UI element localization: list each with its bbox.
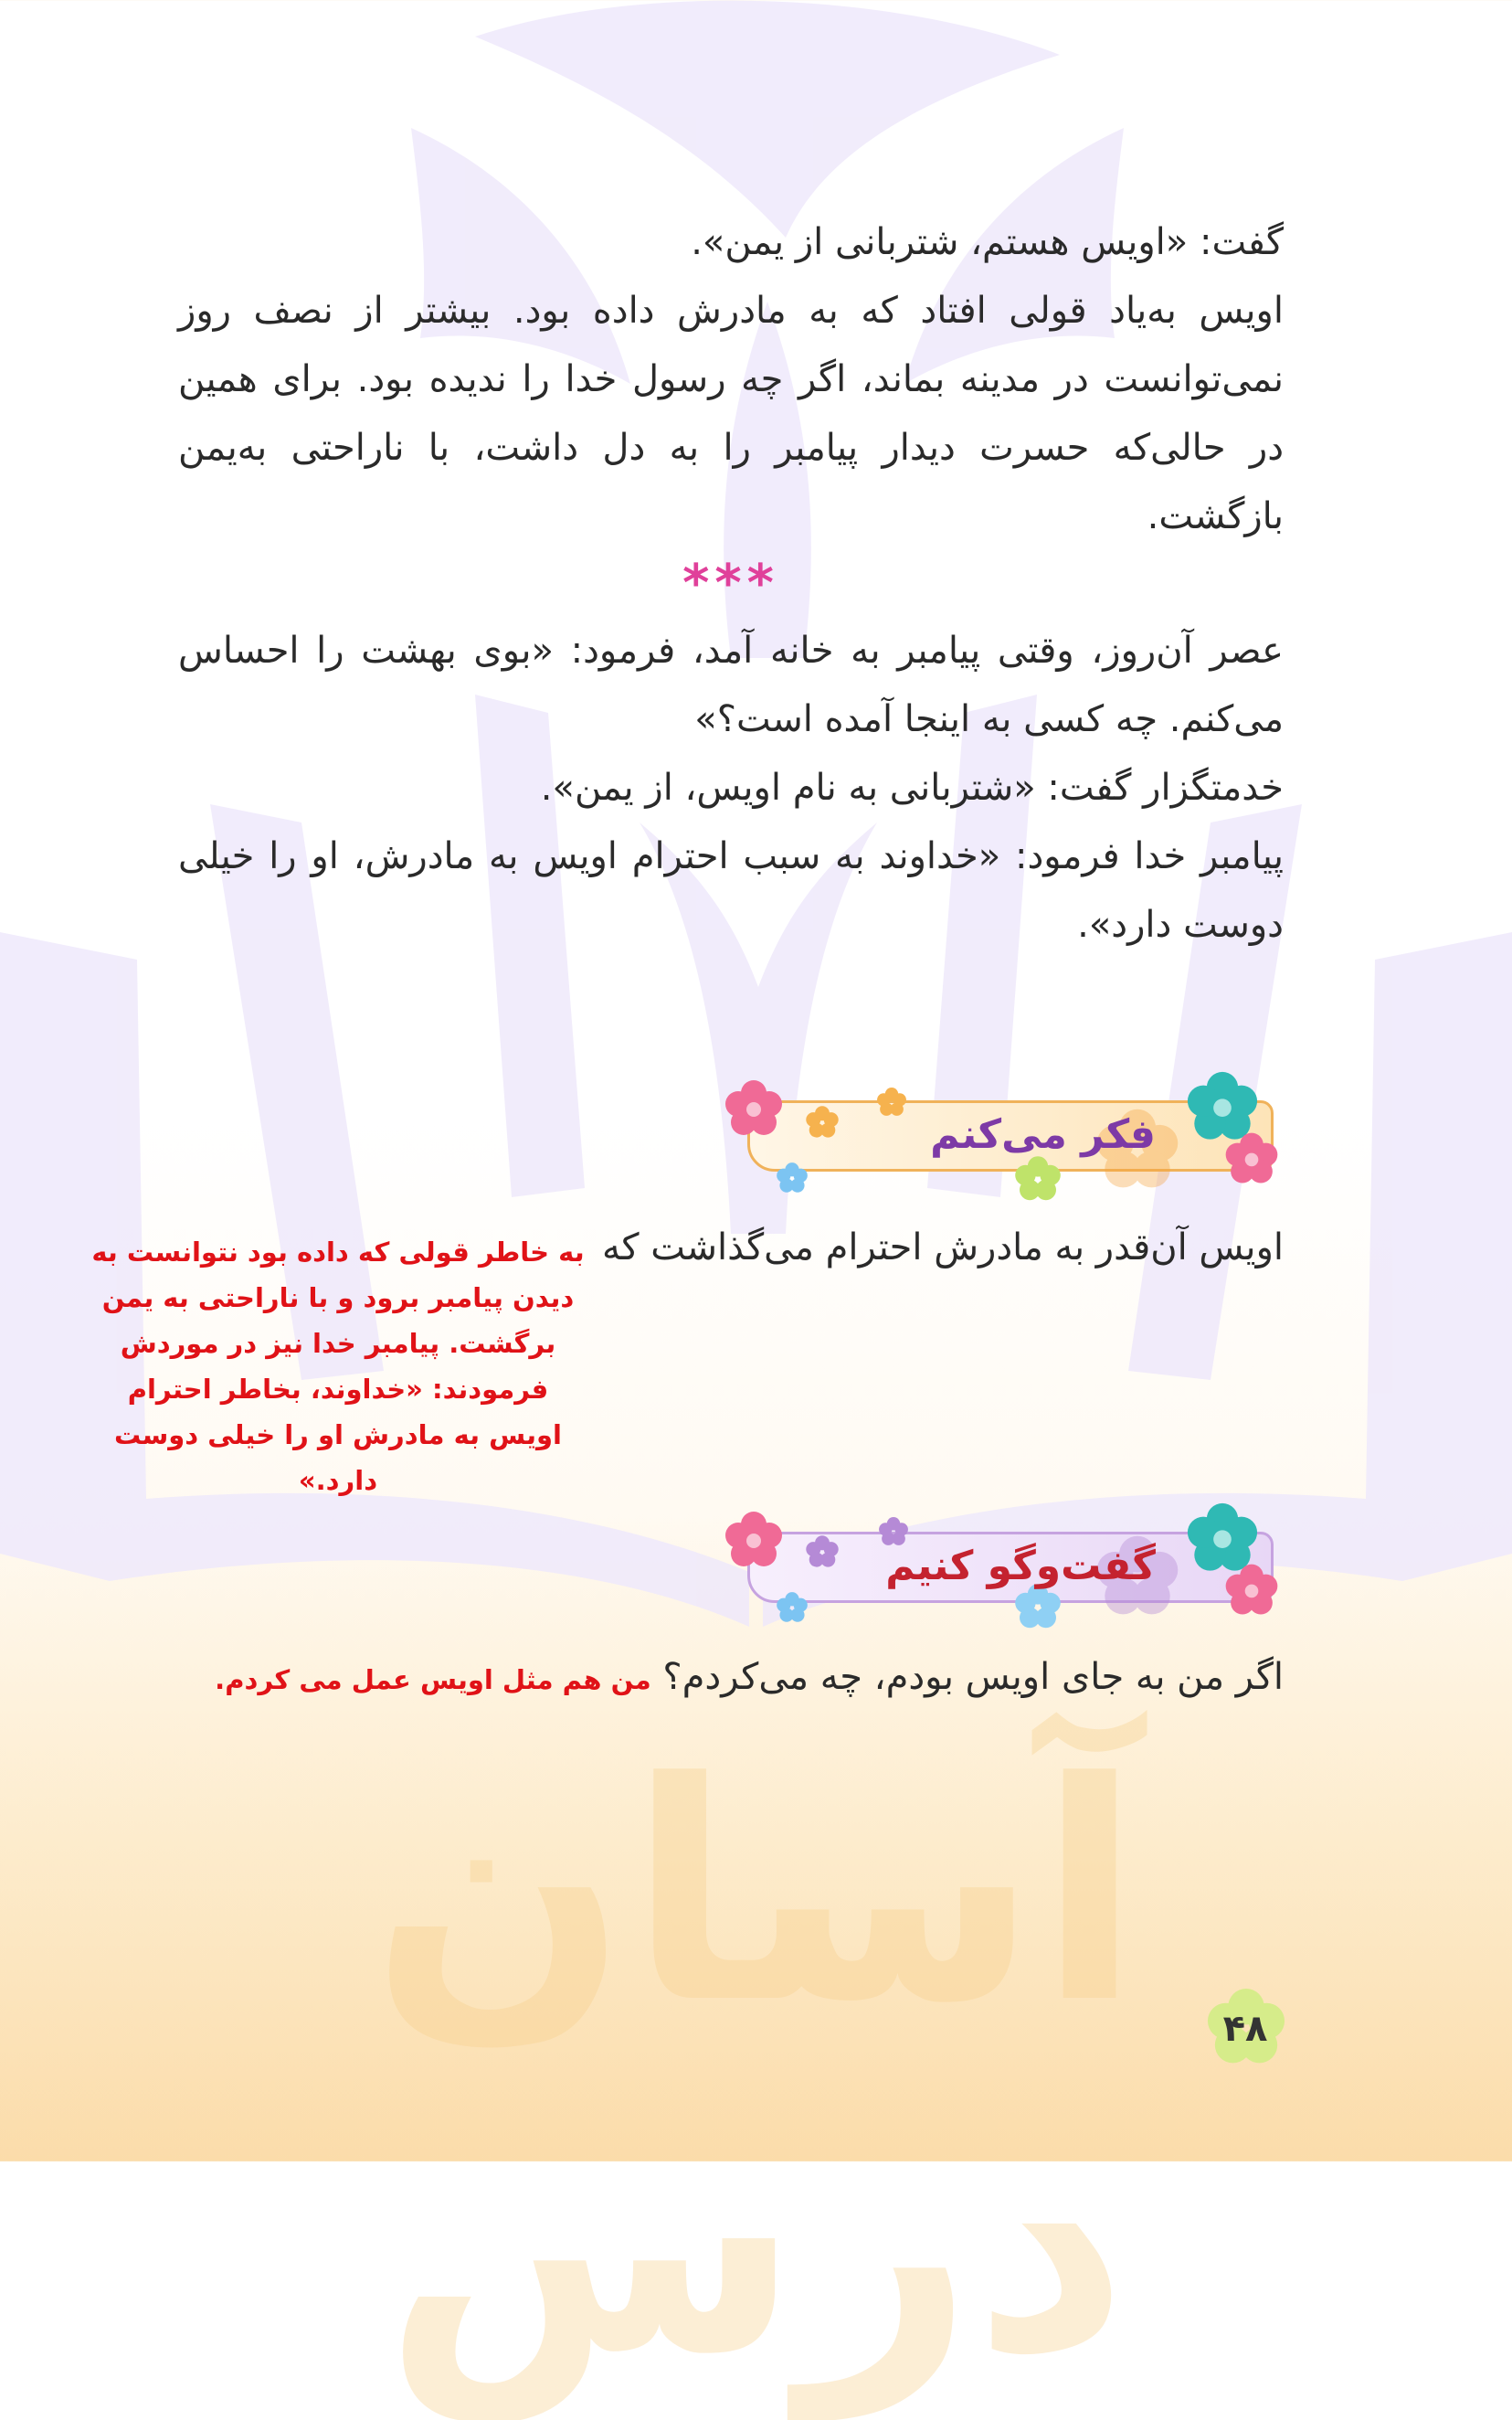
story-paragraph: خدمتگزار گفت: «شتربانی به نام اویس، از یمن». bbox=[540, 767, 1284, 809]
watermark-text: آسان درس bbox=[370, 1718, 1142, 2420]
flower-icon bbox=[722, 1077, 786, 1141]
story-paragraph: اویس به‌یاد قولی افتاد که به مادرش داده بود. بیشتر از نصف روز نمی‌توانست در مدینه بماند، اگر چه رسول خدا را ندیده بود. برای همین در حالی‌که حسرت دیدار پیامبر را به دل داشت، با ناراحتی به‌یمن بازگشت. bbox=[178, 290, 1284, 537]
flower-icon bbox=[1222, 1130, 1281, 1188]
page-number: ۴۸ bbox=[1222, 2008, 1268, 2050]
talk-question: اگر من به جای اویس بودم، چه می‌کردم؟ bbox=[662, 1656, 1284, 1698]
talk-section-title: گفت‌وگو کنیم bbox=[885, 1543, 1156, 1589]
think-section-title: فکر می‌کنم bbox=[930, 1111, 1156, 1158]
think-section-banner bbox=[722, 1077, 1270, 1195]
story-paragraph: عصر آن‌روز، وقتی پیامبر به خانه آمد، فرمود: «بوی بهشت را احساس می‌کنم. چه کسی به اینجا آمده است؟» bbox=[178, 630, 1284, 740]
flower-icon bbox=[804, 1534, 841, 1570]
flower-icon bbox=[875, 1086, 908, 1119]
separator-stars: *** bbox=[682, 554, 779, 613]
story-paragraph: گفت: «اویس هستم، شتربانی از یمن». bbox=[691, 221, 1284, 263]
story-text bbox=[178, 208, 1284, 960]
flower-icon bbox=[775, 1590, 809, 1625]
think-answer: به خاطر قولی که داده بود نتوانست به دیدن پیامبر برود و با ناراحتی به یمن برگشت. پیامبر خدا نیز در موردش فرمودند: «خداوند، بخاطر احترام اویس به مادرش او را خیلی دوست دارد.» bbox=[91, 1237, 585, 1496]
talk-question-line bbox=[215, 1650, 1284, 1707]
flower-icon bbox=[722, 1508, 786, 1572]
flower-icon bbox=[775, 1161, 809, 1195]
flower-icon bbox=[804, 1104, 841, 1141]
story-paragraph: پیامبر خدا فرمود: «خداوند به سبب احترام اویس به مادرش، او را خیلی دوست دارد». bbox=[178, 835, 1284, 946]
talk-section-banner bbox=[722, 1508, 1270, 1627]
flower-icon bbox=[1222, 1561, 1281, 1619]
think-question: اویس آن‌قدر به مادرش احترام می‌گذاشت که bbox=[602, 1226, 1284, 1268]
talk-answer: من هم مثل اویس عمل می کردم. bbox=[215, 1664, 651, 1695]
